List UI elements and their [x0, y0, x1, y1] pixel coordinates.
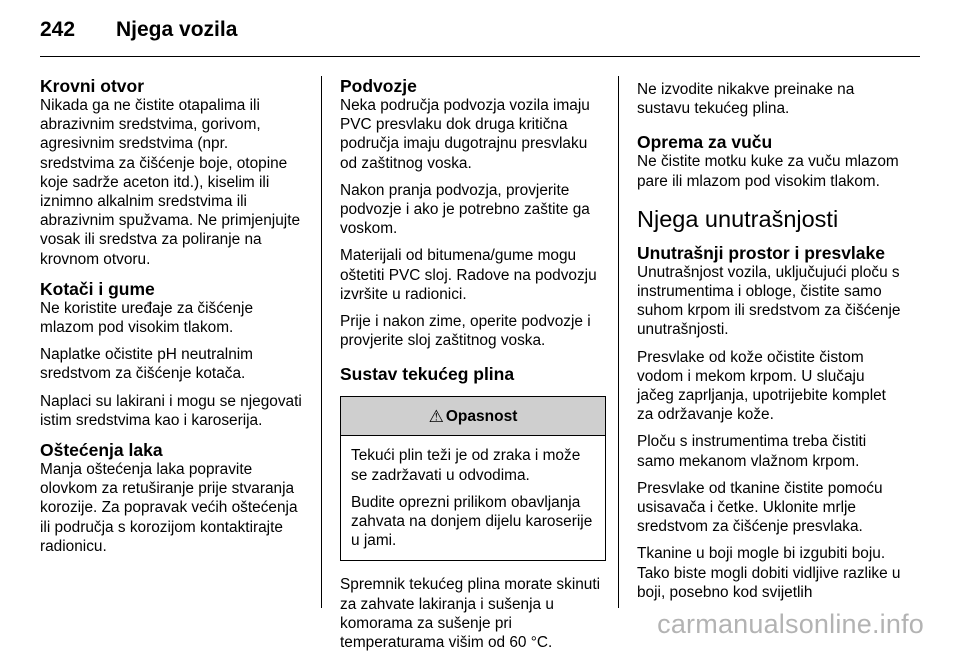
paragraph: Unutrašnjost vozila, uključujući ploču s instrumentima i obloge, čistite samo suhom krpom ili sredstvom za čišćenje unutrašnjosti.	[637, 263, 901, 339]
paragraph: Nakon pranja podvozja, provjerite podvozje i ako je potrebno zaštite ga voskom.	[340, 181, 590, 238]
danger-header	[341, 397, 605, 436]
section-podvozje	[340, 76, 606, 350]
header-rule	[40, 56, 920, 57]
section-krovni-otvor	[40, 76, 306, 269]
paragraph: Tekući plin teži je od zraka i može se zadržavati u odvodima.	[351, 447, 581, 484]
danger-body	[341, 436, 605, 560]
paragraph: Spremnik tekućeg plina morate skinuti za zahvate lakiranja i sušenja u komorama za sušenje pri temperaturama višim od 60 °C.	[340, 576, 601, 652]
chapter-title: Njega unutrašnjosti	[637, 205, 839, 232]
danger-title: Opasnost	[445, 407, 518, 425]
paragraph: Budite oprezni prilikom obavljanja zahvata na donjem dijelu karoserije u jami.	[351, 493, 593, 550]
danger-box	[340, 396, 606, 561]
paragraph: Manja oštećenja laka popravite olovkom za retuširanje prije stvaranja korozije. Za popravak većih oštećenja ili područja s korozijom kontaktirajte radionicu.	[40, 461, 298, 555]
column-divider	[321, 76, 322, 608]
section-unutrasnji-prostor	[637, 243, 903, 602]
paragraph: Presvlake od tkanine čistite pomoću usisavača i četke. Uklonite mrlje sredstvom za čišćenje presvlaka.	[637, 479, 883, 536]
column-3	[637, 80, 903, 610]
section-heading: Kotači i gume	[40, 278, 155, 299]
section-heading: Podvozje	[340, 76, 417, 96]
section-heading: Sustav tekućeg plina	[340, 364, 515, 385]
paragraph: Naplatke očistite pH neutralnim sredstvom za čišćenje kotača.	[40, 346, 254, 383]
page-number: 242	[40, 18, 76, 41]
paragraph: Ne čistite motku kuke za vuču mlazom pare ili mlazom pod visokim tlakom.	[637, 153, 899, 190]
page-header	[40, 18, 237, 42]
paragraph: Materijali od bitumena/gume mogu oštetiti PVC sloj. Radove na podvozju izvršite u radionici.	[340, 247, 597, 303]
column-2	[340, 76, 606, 660]
section-kotaci-i-gume	[40, 279, 306, 430]
paragraph: Nikada ga ne čistite otapalima ili abrazivnim sredstvima, gorivom, agresivnim sredstvima (npr. sredstvima za čišćenje boje, otopine koje sadrže aceton itd.), kiselim ili iznimno alkalnim sredstvima ili abrazivnim spužvama. Ne primjenjujte vosak ili sredstva za poliranje na krovnom otvoru.	[40, 97, 301, 268]
paragraph: Naplaci su lakirani i mogu se njegovati istim sredstvima kao i karoserija.	[40, 392, 302, 429]
paragraph: Tkanine u boji mogle bi izgubiti boju. Tako biste mogli dobiti vidljive razlike u boji, posebno kod svijetlih	[637, 545, 901, 601]
section-sustav-tekuceg-plina	[340, 364, 606, 652]
warning-triangle-icon: ⚠	[428, 406, 444, 426]
column-1	[40, 76, 306, 564]
paragraph: Presvlake od kože očistite čistom vodom i mekom krpom. U slučaju jačeg zaprljanja, upotrijebite komplet za održavanje kože.	[637, 348, 886, 424]
page-title: Njega vozila	[116, 18, 238, 41]
section-heading: Unutrašnji prostor i presvlake	[637, 242, 885, 263]
section-oprema-za-vucu	[637, 132, 903, 190]
paragraph: Neka područja podvozja vozila imaju PVC presvlaku dok druga kritična područja imaju dugotrajnu presvlaku od zaštitnog voska.	[340, 97, 590, 172]
paragraph: Prije i nakon zime, operite podvozje i provjerite sloj zaštitnog voska.	[340, 313, 591, 350]
section-ostecenja-laka	[40, 440, 306, 556]
paragraph: Ne koristite uređaje za čišćenje mlazom pod visokim tlakom.	[40, 299, 254, 337]
section-heading: Krovni otvor	[40, 76, 145, 96]
column-divider	[618, 76, 619, 608]
section-heading: Oštećenja laka	[40, 440, 163, 461]
paragraph: Ne izvodite nikakve preinake na sustavu tekućeg plina.	[637, 81, 855, 118]
paragraph: Ploču s instrumentima treba čistiti samo mekanom vlažnom krpom.	[637, 433, 867, 470]
watermark: carmanualsonline.info	[657, 609, 924, 639]
section-heading: Oprema za vuču	[637, 132, 773, 153]
